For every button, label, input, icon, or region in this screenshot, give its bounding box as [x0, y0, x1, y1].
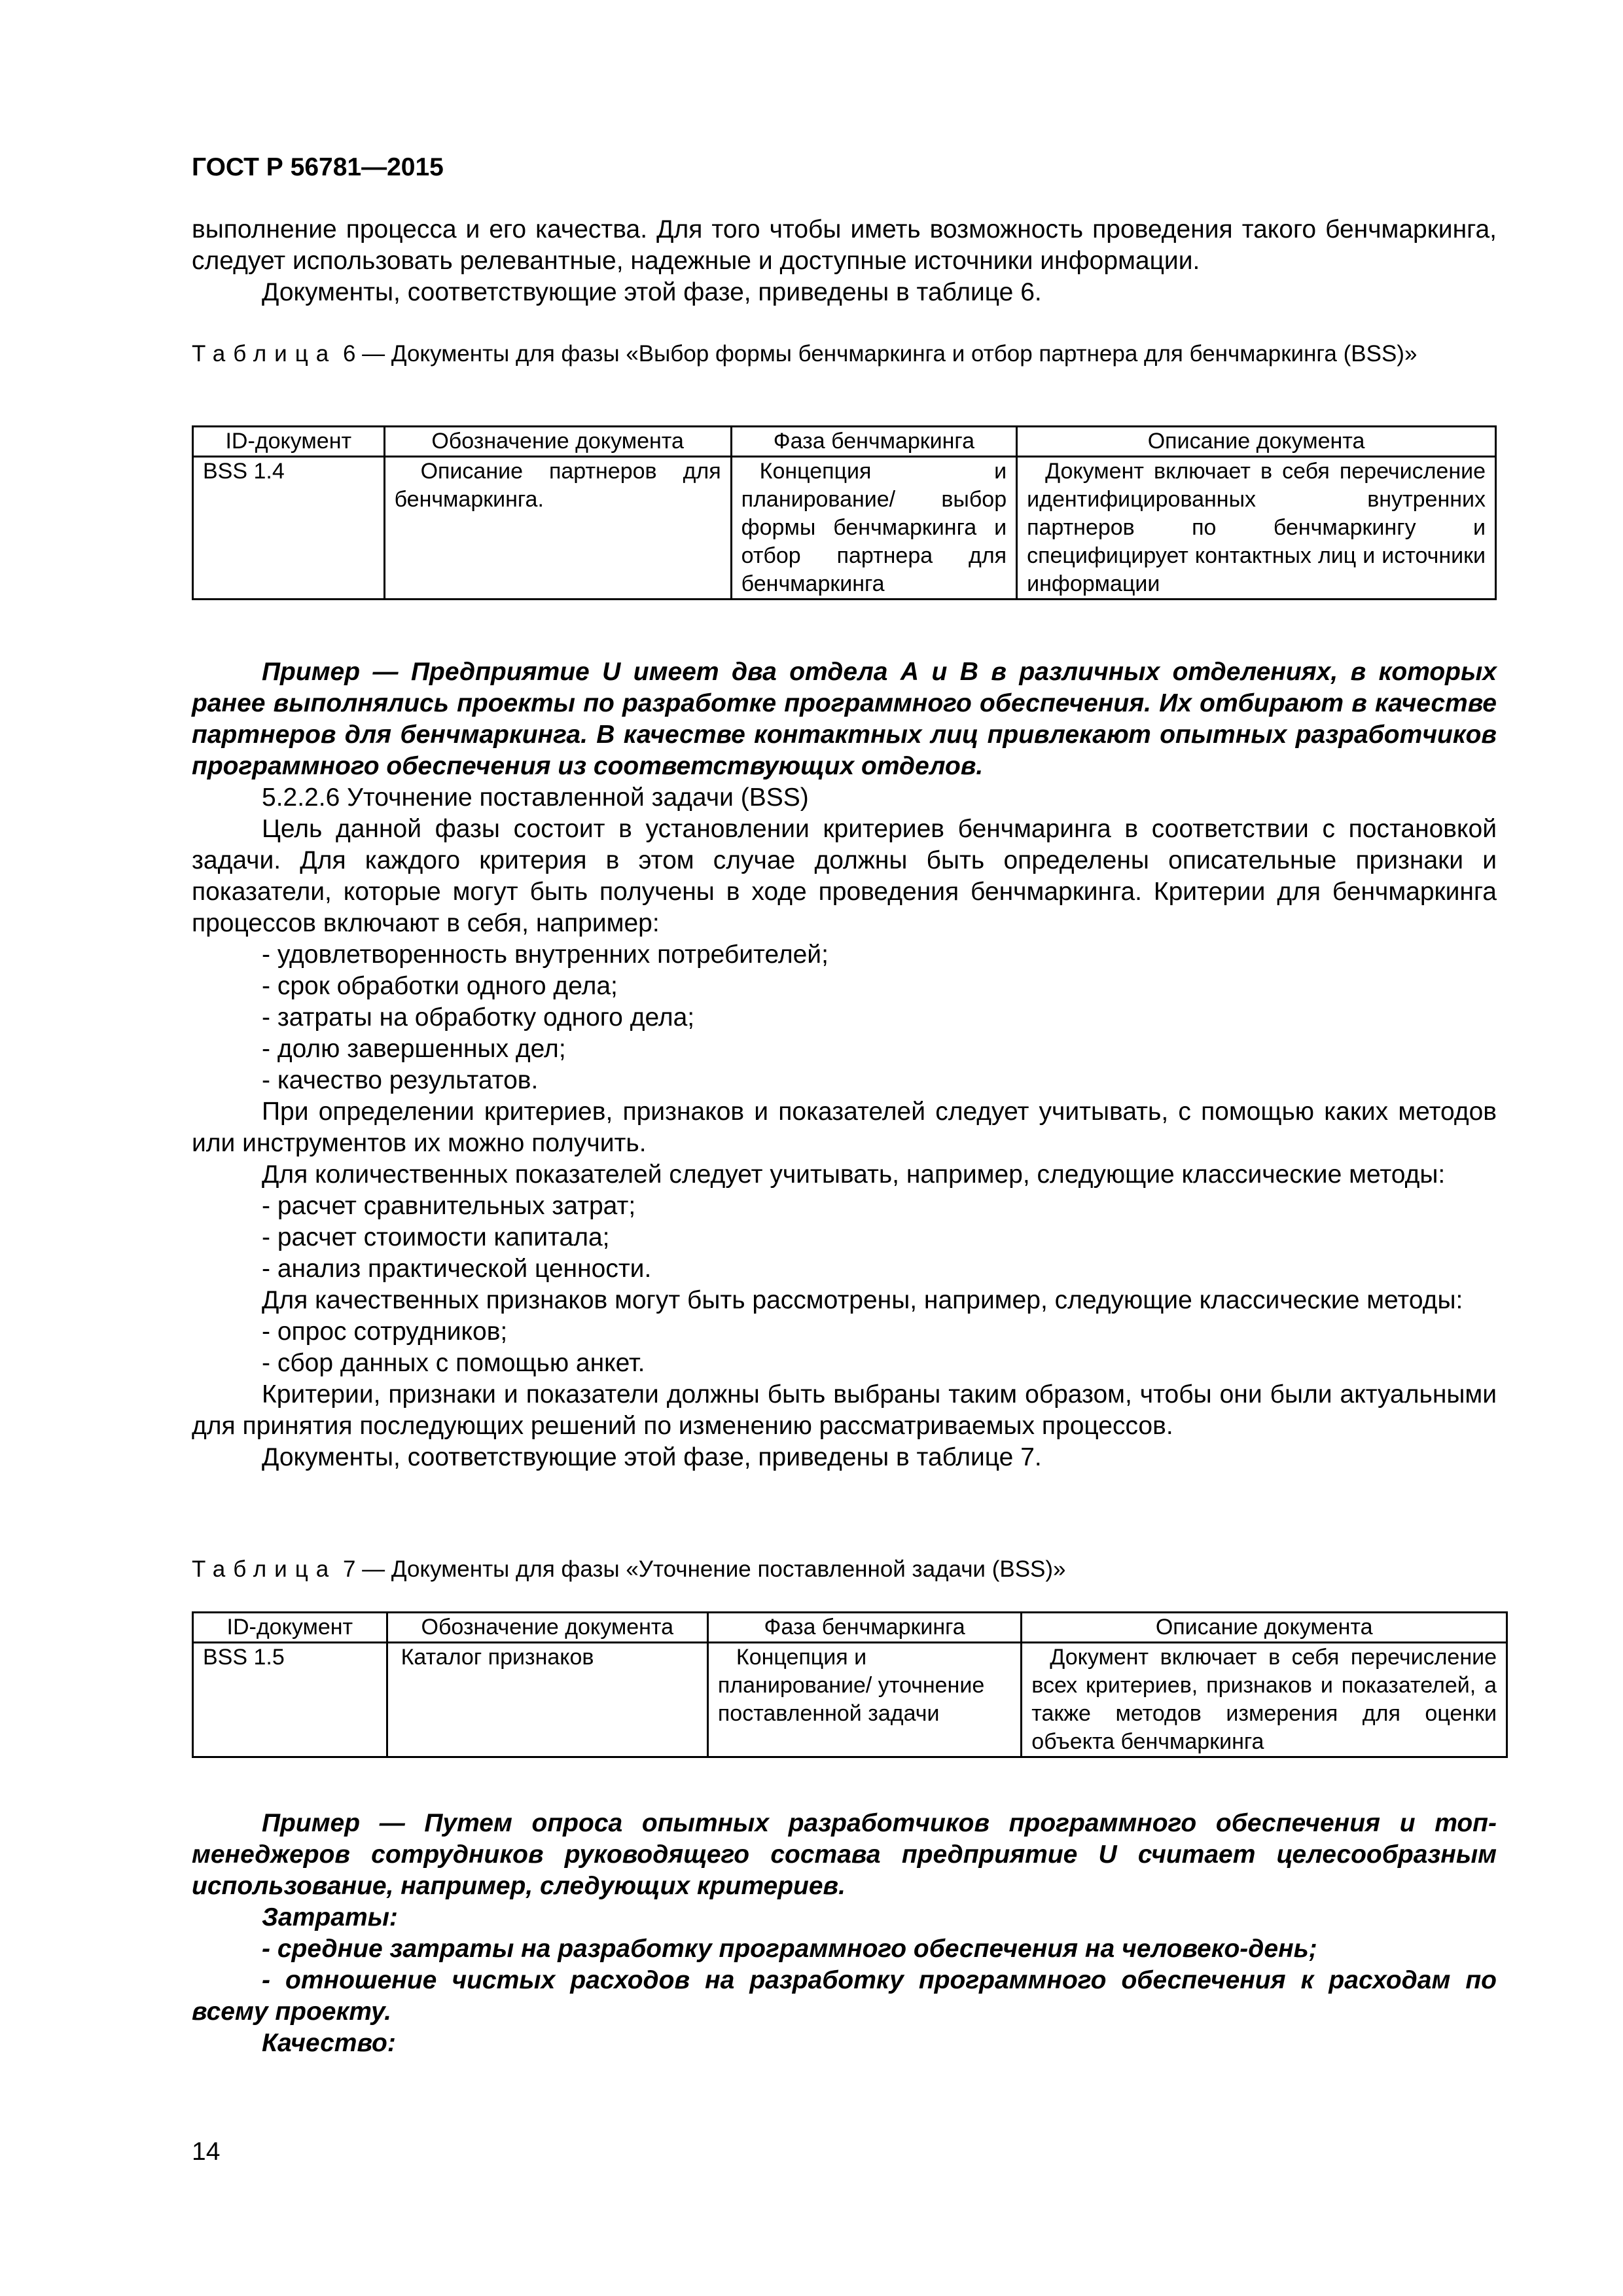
table-cell: Каталог признаков — [387, 1643, 707, 1757]
section-heading: 5.2.2.6 Уточнение поставленной задачи (BSS) — [262, 783, 809, 812]
intro-block — [192, 214, 1497, 308]
example-subheading: Качество: — [262, 2029, 396, 2057]
column-header: ID-документ — [193, 427, 385, 457]
list-item: - удовлетворенность внутренних потребителей; — [262, 941, 829, 969]
table-cell: Документ включает в себя перечисление всех критериев, признаков и показателей, а также методов измерения для оценки объекта бенчмаркинга — [1022, 1643, 1507, 1757]
list-item: - опрос сотрудников; — [262, 1318, 508, 1346]
table-caption-text: 6 — Документы для фазы «Выбор формы бенчмаркинга и отбор партнера для бенчмаркинга (BSS)» — [336, 341, 1418, 367]
section-block — [192, 656, 1497, 1473]
table-caption-label: Таблица — [192, 1556, 337, 1582]
column-header: Описание документа — [1017, 427, 1496, 457]
table-header-row — [193, 427, 1496, 457]
paragraph: Критерии, признаки и показатели должны быть выбраны таким образом, чтобы они были актуальными для принятия последующих решений по изменению рассматриваемых процессов. — [192, 1380, 1497, 1440]
paragraph: выполнение процесса и его качества. Для того чтобы иметь возможность проведения такого бенчмаркинга, следует использовать релевантные, надежные и доступные источники информации. — [192, 215, 1497, 275]
list-item: - расчет стоимости капитала; — [262, 1223, 610, 1251]
paragraph: Для количественных показателей следует учитывать, например, следующие классические методы: — [262, 1160, 1446, 1189]
table7-caption — [192, 1554, 1497, 1585]
paragraph: Для качественных признаков могут быть рассмотрены, например, следующие классические методы: — [262, 1286, 1463, 1314]
column-header: Фаза бенчмаркинга — [731, 427, 1016, 457]
example-subheading: Затраты: — [262, 1903, 398, 1931]
example-item: - отношение чистых расходов на разработку программного обеспечения к расходам по всему проекту. — [192, 1966, 1497, 2026]
column-header: ID-документ — [193, 1613, 387, 1643]
table7 — [192, 1611, 1508, 1758]
table6-wrapper — [192, 425, 1497, 600]
table7-wrapper — [192, 1611, 1508, 1758]
column-header: Обозначение документа — [387, 1613, 707, 1643]
example2-block — [192, 1808, 1497, 2059]
paragraph: Цель данной фазы состоит в установлении критериев бенчмаринга в соответствии с постановкой задачи. Для каждого критерия в этом случае должны быть определены описательные признаки и показатели, которые могут быть получены в ходе проведения бенчмаркинга. Критерии для бенчмаркинга процессов включают в себя, например: — [192, 815, 1497, 937]
table-cell: Концепция и планирование/ выбор формы бенчмаркинга и отбор партнера для бенчмаркинга — [731, 457, 1016, 600]
table-row — [193, 1643, 1507, 1757]
paragraph: Документы, соответствующие этой фазе, приведены в таблице 6. — [262, 278, 1042, 306]
table-cell: Описание партнеров для бенчмаркинга. — [384, 457, 731, 600]
document-header: ГОСТ Р 56781—2015 — [192, 153, 444, 181]
table-cell: BSS 1.5 — [193, 1643, 387, 1757]
table-cell: Концепция и планирование/ уточнение поставленной задачи — [707, 1643, 1021, 1757]
paragraph: Документы, соответствующие этой фазе, приведены в таблице 7. — [262, 1443, 1042, 1471]
page-number: 14 — [192, 2138, 221, 2166]
list-item: - долю завершенных дел; — [262, 1035, 566, 1063]
paragraph: При определении критериев, признаков и показателей следует учитывать, с помощью каких методов или инструментов их можно получить. — [192, 1098, 1497, 1157]
column-header: Фаза бенчмаркинга — [707, 1613, 1021, 1643]
table-header-row — [193, 1613, 1507, 1643]
table-caption-text: 7 — Документы для фазы «Уточнение поставленной задачи (BSS)» — [336, 1556, 1066, 1582]
list-item: - качество результатов. — [262, 1066, 539, 1094]
table6 — [192, 425, 1497, 600]
column-header: Обозначение документа — [384, 427, 731, 457]
list-item: - затраты на обработку одного дела; — [262, 1003, 695, 1031]
list-item: - расчет сравнительных затрат; — [262, 1192, 636, 1220]
table6-caption — [192, 339, 1497, 369]
list-item: - сбор данных с помощью анкет. — [262, 1349, 645, 1377]
table-cell: Документ включает в себя перечисление идентифицированных внутренних партнеров по бенчмаркингу и специфицирует контактных лиц и источники информации — [1017, 457, 1496, 600]
example-paragraph: Пример — Предприятие U имеет два отдела А и В в различных отделениях, в которых ранее выполнялись проекты по разработке программного обеспечения. Их отбирают в качестве партнеров для бенчмаркинга. В качестве контактных лиц привлекают опытных разработчиков программного обеспечения из соответствующих отделов. — [192, 658, 1497, 780]
column-header: Описание документа — [1022, 1613, 1507, 1643]
example-paragraph: Пример — Путем опроса опытных разработчиков программного обеспечения и топ-менеджеров сотрудников руководящего состава предприятие U считает целесообразным использование, например, следующих критериев. — [192, 1809, 1497, 1900]
list-item: - срок обработки одного дела; — [262, 972, 618, 1000]
table-cell: BSS 1.4 — [193, 457, 385, 600]
list-item: - анализ практической ценности. — [262, 1255, 652, 1283]
table-caption-label: Таблица — [192, 341, 337, 367]
table-row — [193, 457, 1496, 600]
example-item: - средние затраты на разработку программного обеспечения на человеко-день; — [262, 1935, 1317, 1963]
